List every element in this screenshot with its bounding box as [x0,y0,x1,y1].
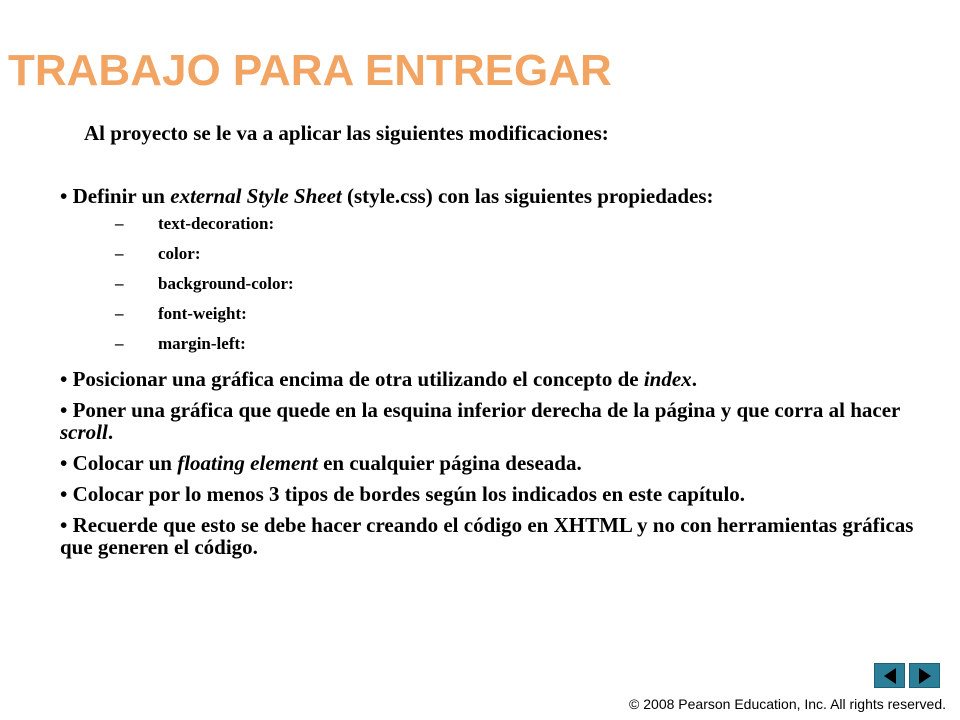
copyright-footer [590,694,946,714]
sub-bullet-marker: – [115,274,124,293]
bullet-stylesheet [60,185,940,207]
bullet-text-after: . [107,420,114,444]
property-label: font-weight: [158,304,247,323]
bullet-text-italic: index [643,367,692,391]
bullet-marker: • [60,367,68,391]
bullet-borders [60,483,940,505]
bullet-marker: • [60,482,68,506]
bullet-text-italic: external Style Sheet [170,184,342,208]
triangle-right-icon [918,668,932,684]
bullet-text-after: . [691,367,697,391]
next-slide-button[interactable] [909,663,940,688]
slide-content [60,122,940,558]
copyright-symbol: © [629,696,640,712]
sub-bullet-marker: – [115,214,124,233]
slide-navigation [874,663,940,688]
bullet-text-after: (style.css) con las siguientes propiedades: [341,184,714,208]
bullet-marker: • [60,451,68,475]
property-list [60,209,940,359]
property-item-margin-left [60,329,940,359]
property-item-color [60,239,940,269]
sub-bullet-marker: – [115,334,124,353]
sub-bullet-marker: – [115,244,124,263]
property-label: text-decoration: [158,214,275,233]
bullet-marker: • [60,513,68,537]
bullet-text-before: Definir un [72,184,171,208]
bullet-text-italic: scroll [60,420,108,444]
property-item-font-weight [60,299,940,329]
bullet-index [60,368,940,390]
property-label: margin-left: [158,334,246,353]
bullet-text: Recuerde que esto se debe hacer creando el código en XHTML y no con herramientas gráficas que generen el código. [60,513,914,559]
intro-text: Al proyecto se le va a aplicar las siguientes modificaciones: [84,121,609,145]
bullet-floating-element [60,452,940,474]
property-item-background-color [60,269,940,299]
bullet-xhtml-reminder [60,514,940,558]
bullet-text-before: Colocar un [72,451,178,475]
bullet-text-italic: floating element [177,451,318,475]
sub-bullet-marker: – [115,304,124,323]
copyright-text: 2008 Pearson Education, Inc. All rights reserved. [639,696,946,712]
property-label: background-color: [158,274,294,293]
slide-title: TRABAJO PARA ENTREGAR [8,46,612,95]
bullet-text-after: en cualquier página deseada. [317,451,582,475]
bullet-marker: • [60,184,68,208]
bullet-text-before: Poner una gráfica que quede en la esquina inferior derecha de la página y que corra al hacer [72,398,900,422]
bullet-marker: • [60,398,68,422]
property-label: color: [158,244,201,263]
previous-slide-button[interactable] [874,663,905,688]
bullet-scroll-image [60,399,940,443]
bullet-text: Colocar por lo menos 3 tipos de bordes según los indicados en este capítulo. [72,482,746,506]
bullet-text-before: Posicionar una gráfica encima de otra utilizando el concepto de [72,367,644,391]
triangle-left-icon [883,668,897,684]
property-item-text-decoration [60,209,940,239]
